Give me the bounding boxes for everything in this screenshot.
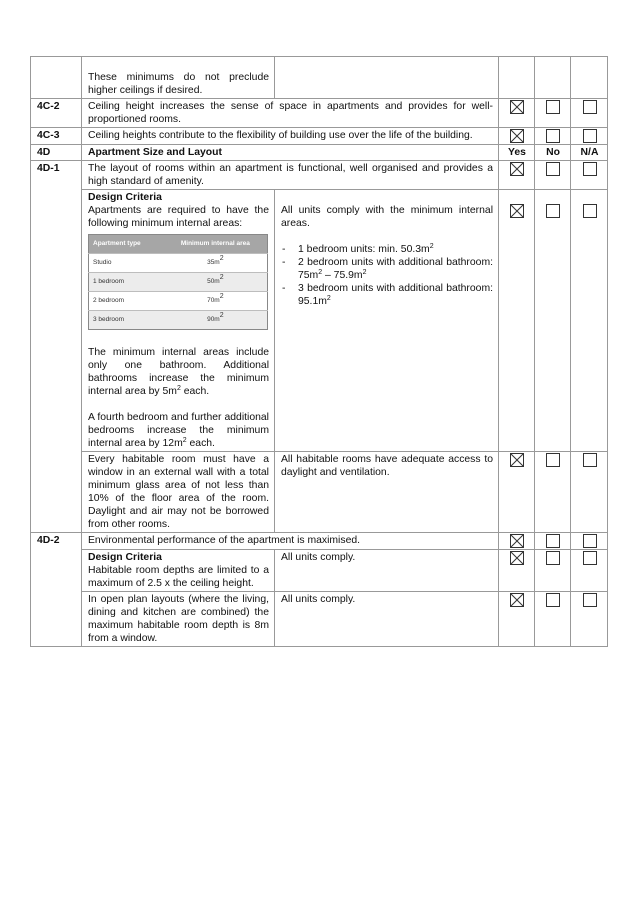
criteria-text: In open plan layouts (where the living, dining and kitchen are combined) the maximum habitable room depth is 8m from a window.: [82, 592, 275, 647]
na-checkbox[interactable]: [583, 593, 597, 607]
no-checkbox[interactable]: [546, 162, 560, 176]
no-checkbox[interactable]: [546, 204, 560, 218]
na-checkbox[interactable]: [583, 162, 597, 176]
na-checkbox[interactable]: [583, 551, 597, 565]
superscript: 2: [219, 274, 224, 281]
min-area: 50m: [207, 278, 220, 285]
criteria-cell: [82, 190, 275, 452]
area-table-row: [89, 273, 268, 292]
yes-checkbox[interactable]: [510, 100, 524, 114]
no-column-header: No: [535, 145, 571, 161]
superscript: 2: [219, 312, 224, 319]
criteria-paragraph: [88, 411, 269, 450]
criteria-paragraph: [88, 346, 269, 398]
yes-checkbox[interactable]: [510, 551, 524, 565]
compliance-table: [30, 56, 608, 647]
criteria-cell: [82, 550, 275, 592]
apartment-type: 2 bedroom: [89, 292, 164, 311]
section-header-row: [31, 145, 608, 161]
table-row: [31, 452, 608, 533]
table-row: [31, 190, 608, 452]
na-column-header: N/A: [571, 145, 608, 161]
criteria-text: These minimums do not preclude higher ceilings if desired.: [82, 57, 275, 99]
no-checkbox[interactable]: [546, 593, 560, 607]
na-checkbox[interactable]: [583, 129, 597, 143]
area-table-row: [89, 311, 268, 330]
design-criteria-label: Design Criteria: [88, 552, 162, 563]
superscript: 2: [219, 255, 224, 262]
no-checkbox[interactable]: [546, 551, 560, 565]
table-row: [31, 592, 608, 647]
na-checkbox[interactable]: [583, 204, 597, 218]
list-text: – 75.9m: [322, 270, 363, 281]
table-row: [31, 161, 608, 190]
comment-text: All habitable rooms have adequate access to daylight and ventilation.: [275, 452, 499, 533]
unit-area-list: [281, 243, 493, 308]
superscript: 2: [362, 269, 367, 276]
comment-text: All units comply.: [275, 592, 499, 647]
objective-text: Ceiling heights contribute to the flexibility of building use over the life of the building.: [82, 128, 499, 145]
comment-intro: All units comply with the minimum internal areas.: [281, 205, 493, 229]
row-id: [31, 57, 82, 99]
area-table-row: [89, 254, 268, 273]
criteria-intro: Apartments are required to have the following minimum internal areas:: [88, 205, 269, 229]
na-checkbox[interactable]: [583, 100, 597, 114]
apartment-type: Studio: [89, 254, 164, 273]
na-checkbox[interactable]: [583, 453, 597, 467]
paragraph-text: each.: [186, 438, 215, 449]
list-item: [281, 256, 493, 282]
comment-text: All units comply.: [275, 550, 499, 592]
superscript: 2: [318, 269, 323, 276]
area-table-header: Minimum internal area: [164, 235, 268, 254]
minimum-area-table: [88, 234, 268, 330]
paragraph-text: A fourth bedroom and further additional bedrooms increase the minimum internal area by 12m: [88, 412, 269, 449]
comment-cell: [275, 190, 499, 452]
no-checkbox[interactable]: [546, 100, 560, 114]
table-row: [31, 99, 608, 128]
superscript: 2: [429, 243, 434, 250]
paragraph-text: each.: [180, 386, 210, 397]
criteria-text: Every habitable room must have a window in an external wall with a total minimum glass area of not less than 10% of the floor area of the room. Daylight and air may not be borrowed from other rooms.: [82, 452, 275, 533]
yes-checkbox[interactable]: [510, 162, 524, 176]
row-id: 4D: [31, 145, 82, 161]
row-id: 4D-1: [31, 161, 82, 533]
paragraph-text: The minimum internal areas include only one bathroom. Additional bathrooms increase the minimum internal area by 5m: [88, 347, 269, 397]
superscript: 2: [326, 295, 331, 302]
apartment-type: 1 bedroom: [89, 273, 164, 292]
table-row: [31, 550, 608, 592]
area-table-row: [89, 292, 268, 311]
superscript: 2: [176, 385, 181, 392]
objective-text: Ceiling height increases the sense of space in apartments and provides for well-proportioned rooms.: [82, 99, 499, 128]
list-item: [281, 282, 493, 308]
no-checkbox[interactable]: [546, 129, 560, 143]
row-id: 4C-3: [31, 128, 82, 145]
yes-column-header: Yes: [499, 145, 535, 161]
apartment-type: 3 bedroom: [89, 311, 164, 330]
superscript: 2: [219, 293, 224, 300]
yes-checkbox[interactable]: [510, 204, 524, 218]
min-area: 70m: [207, 297, 220, 304]
list-text: 2 bedroom units with additional bathroom: 75m: [298, 257, 493, 281]
yes-checkbox[interactable]: [510, 453, 524, 467]
list-item: [281, 243, 493, 256]
list-text: 1 bedroom units: min. 50.3m: [298, 244, 430, 255]
area-table-header: Apartment type: [89, 235, 164, 254]
min-area: 35m: [207, 259, 220, 266]
section-title: Apartment Size and Layout: [82, 145, 499, 161]
objective-text: Environmental performance of the apartment is maximised.: [82, 533, 499, 550]
criteria-text: Habitable room depths are limited to a maximum of 2.5 x the ceiling height.: [88, 565, 269, 589]
yes-checkbox[interactable]: [510, 593, 524, 607]
yes-checkbox[interactable]: [510, 129, 524, 143]
no-checkbox[interactable]: [546, 453, 560, 467]
yes-cell: [499, 57, 535, 99]
no-cell: [535, 57, 571, 99]
table-row: [31, 128, 608, 145]
row-id: 4D-2: [31, 533, 82, 647]
superscript: 2: [182, 437, 187, 444]
comment-cell: [275, 57, 499, 99]
design-criteria-label: Design Criteria: [88, 192, 162, 203]
min-area: 90m: [207, 316, 220, 323]
list-text: 3 bedroom units with additional bathroom: 95.1m: [298, 283, 493, 307]
table-row: [31, 57, 608, 99]
na-cell: [571, 57, 608, 99]
yes-checkbox[interactable]: [510, 534, 524, 548]
na-checkbox[interactable]: [583, 534, 597, 548]
table-row: [31, 533, 608, 550]
compliance-document: [30, 56, 607, 647]
objective-text: The layout of rooms within an apartment is functional, well organised and provides a high standard of amenity.: [82, 161, 499, 190]
row-id: 4C-2: [31, 99, 82, 128]
no-checkbox[interactable]: [546, 534, 560, 548]
